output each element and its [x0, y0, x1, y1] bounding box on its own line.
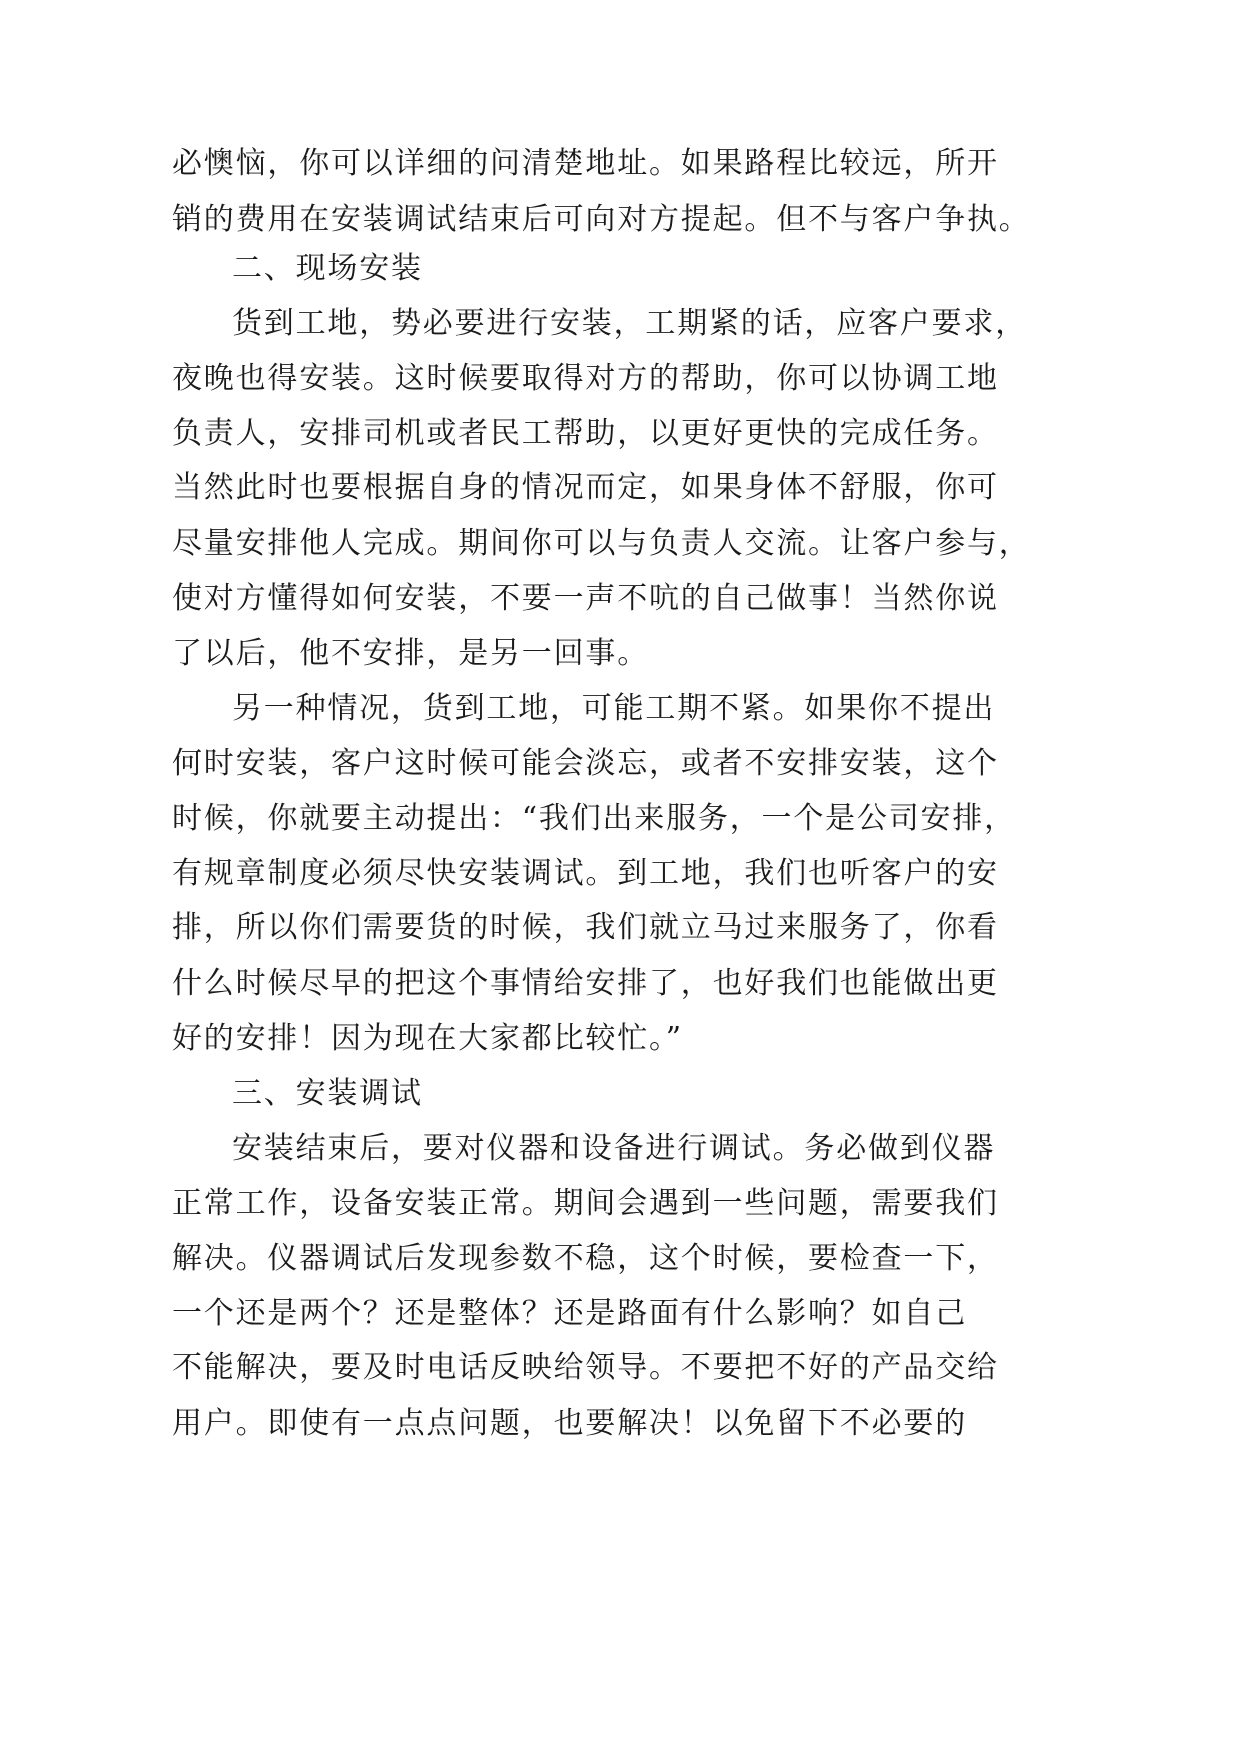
text-line: 了以后，他不安排，是另一回事。: [172, 636, 649, 671]
text-line: 好的安排！因为现在大家都比较忙。”: [172, 1021, 683, 1056]
text-line: 安装结束后，要对仪器和设备进行调试。务必做到仪器: [232, 1131, 996, 1166]
text-line: 使对方懂得如何安装，不要一声不吭的自己做事！当然你说: [172, 581, 999, 616]
section-heading: 三、安装调试: [232, 1076, 423, 1111]
text-line: 时候，你就要主动提出：“我们出来服务，一个是公司安排，: [172, 801, 1016, 836]
text-line: 正常工作，设备安装正常。期间会遇到一些问题，需要我们: [172, 1186, 999, 1221]
text-line: 有规章制度必须尽快安装调试。到工地，我们也听客户的安: [172, 856, 999, 891]
text-line: 负责人，安排司机或者民工帮助，以更好更快的完成任务。: [172, 416, 999, 451]
text-line: 用户。即使有一点点问题，也要解决！以免留下不必要的: [172, 1406, 967, 1441]
text-line: 必懊恼，你可以详细的问清楚地址。如果路程比较远，所开: [172, 146, 999, 181]
text-line: 尽量安排他人完成。期间你可以与负责人交流。让客户参与，: [172, 526, 1031, 561]
text-line: 排，所以你们需要货的时候，我们就立马过来服务了，你看: [172, 910, 999, 945]
section-heading: 二、现场安装: [232, 251, 423, 286]
text-line: 夜晚也得安装。这时候要取得对方的帮助，你可以协调工地: [172, 361, 999, 396]
text-line: 当然此时也要根据自身的情况而定，如果身体不舒服，你可: [172, 470, 999, 505]
text-line: 货到工地，势必要进行安装，工期紧的话，应客户要求，: [232, 306, 1027, 341]
text-line: 不能解决，要及时电话反映给领导。不要把不好的产品交给: [172, 1350, 999, 1385]
text-line: 一个还是两个？还是整体？还是路面有什么影响？如自己: [172, 1296, 967, 1331]
text-line: 另一种情况，货到工地，可能工期不紧。如果你不提出: [232, 691, 996, 726]
text-line: 销的费用在安装调试结束后可向对方提起。但不与客户争执。: [172, 202, 1031, 237]
text-line: 何时安装，客户这时候可能会淡忘，或者不安排安装，这个: [172, 746, 999, 781]
text-line: 什么时候尽早的把这个事情给安排了，也好我们也能做出更: [172, 966, 999, 1001]
text-line: 解决。仪器调试后发现参数不稳，这个时候，要检查一下，: [172, 1241, 999, 1276]
